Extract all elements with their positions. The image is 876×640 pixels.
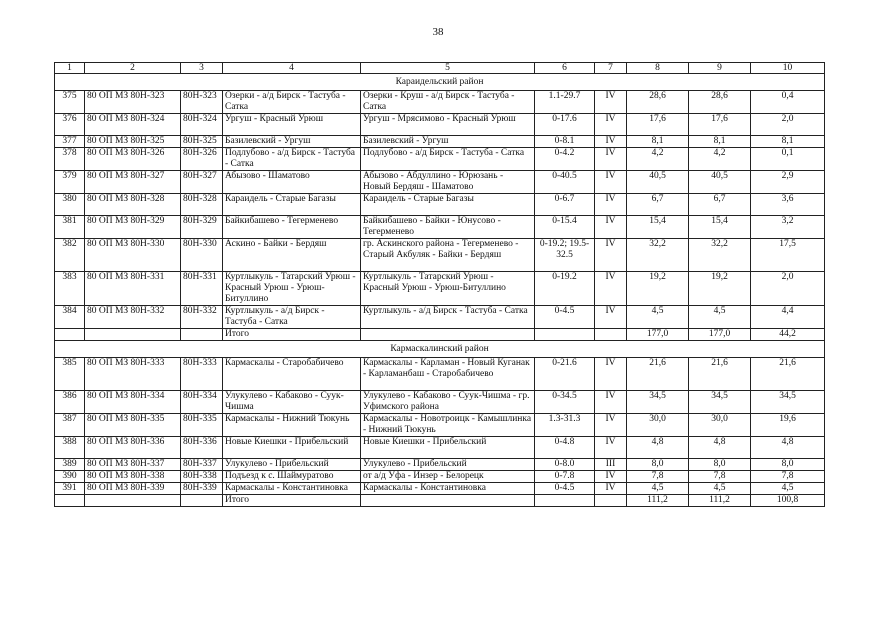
total-length-regional: 177,0	[689, 329, 751, 341]
column-header-1: 1	[55, 63, 85, 74]
km-range: 0-4.5	[535, 483, 595, 495]
length-total: 34,5	[627, 391, 689, 414]
road-code: 80Н-331	[181, 272, 223, 306]
total-length-regional: 111,2	[689, 495, 751, 507]
length-regional: 17,6	[689, 114, 751, 136]
road-name: Караидель - Старые Багазы	[223, 194, 361, 216]
km-range: 0-21.6	[535, 358, 595, 391]
length-regional: 6,7	[689, 194, 751, 216]
road-code: 80Н-329	[181, 216, 223, 239]
row-number: 380	[55, 194, 85, 216]
road-category: IV	[595, 272, 627, 306]
length-regional: 34,5	[689, 391, 751, 414]
road-name: Кармаскалы - Нижний Тюкунь	[223, 414, 361, 437]
route-description: Новые Киешки - Прибельский	[361, 437, 535, 459]
table-row	[55, 136, 825, 148]
row-number: 391	[55, 483, 85, 495]
road-name: Улукулево - Прибельский	[223, 459, 361, 471]
row-number: 378	[55, 148, 85, 171]
road-category: IV	[595, 216, 627, 239]
road-code: 80Н-335	[181, 414, 223, 437]
table-row	[55, 91, 825, 114]
km-range: 0-4.2	[535, 148, 595, 171]
km-range: 0-6.7	[535, 194, 595, 216]
district-section-title	[55, 341, 825, 358]
length-hard-surface: 17,5	[751, 239, 825, 272]
road-category: IV	[595, 239, 627, 272]
column-header-10: 10	[751, 63, 825, 74]
table-row	[55, 114, 825, 136]
length-total: 4,5	[627, 483, 689, 495]
road-id: 80 ОП МЗ 80Н-337	[85, 459, 181, 471]
row-number: 377	[55, 136, 85, 148]
road-category: IV	[595, 358, 627, 391]
route-description: Куртлыкуль - Татарский Урюш - Красный Урюш - Урюш-Битуллино	[361, 272, 535, 306]
table-row	[55, 391, 825, 414]
length-total: 7,8	[627, 471, 689, 483]
route-description: Улукулево - Кабаково - Суук-Чишма - гр. Уфимского района	[361, 391, 535, 414]
roads-table	[54, 62, 825, 507]
road-category: IV	[595, 136, 627, 148]
km-range: 0-17.6	[535, 114, 595, 136]
road-id: 80 ОП МЗ 80Н-335	[85, 414, 181, 437]
column-header-2: 2	[85, 63, 181, 74]
length-regional: 4,5	[689, 483, 751, 495]
route-description: Куртлыкуль - а/д Бирск - Тастуба - Сатка	[361, 306, 535, 329]
column-header-4: 4	[223, 63, 361, 74]
road-code: 80Н-337	[181, 459, 223, 471]
table-row	[55, 358, 825, 391]
table-row	[55, 459, 825, 471]
empty-cell	[361, 329, 535, 341]
km-range: 0-19.2	[535, 272, 595, 306]
length-total: 19,2	[627, 272, 689, 306]
district-name: Кармаскалинский район	[55, 341, 825, 358]
table-row	[55, 272, 825, 306]
km-range: 0-34.5	[535, 391, 595, 414]
empty-cell	[181, 329, 223, 341]
road-category: III	[595, 459, 627, 471]
road-category: IV	[595, 414, 627, 437]
length-hard-surface: 21,6	[751, 358, 825, 391]
road-id: 80 ОП МЗ 80Н-339	[85, 483, 181, 495]
length-total: 8,1	[627, 136, 689, 148]
length-regional: 28,6	[689, 91, 751, 114]
road-code: 80Н-334	[181, 391, 223, 414]
route-description: Озерки - Круш - а/д Бирск - Тастуба - Сатка	[361, 91, 535, 114]
row-number: 387	[55, 414, 85, 437]
road-id: 80 ОП МЗ 80Н-333	[85, 358, 181, 391]
length-total: 4,5	[627, 306, 689, 329]
total-label: Итого	[223, 329, 361, 341]
length-hard-surface: 0,4	[751, 91, 825, 114]
row-number: 383	[55, 272, 85, 306]
road-name: Куртлыкуль - Татарский Урюш - Красный Урюш - Урюш-Битуллино	[223, 272, 361, 306]
route-description: Кармаскалы - Карламан - Новый Куганак - Карламанбаш - Старобабичево	[361, 358, 535, 391]
road-name: Байкибашево - Тегерменево	[223, 216, 361, 239]
empty-cell	[535, 495, 595, 507]
route-description: Кармаскалы - Константиновка	[361, 483, 535, 495]
length-total: 6,7	[627, 194, 689, 216]
route-description: гр. Аскинского района - Тегерменево - Старый Акбуляк - Байки - Бердяш	[361, 239, 535, 272]
row-number: 386	[55, 391, 85, 414]
road-name: Подъезд к с. Шаймуратово	[223, 471, 361, 483]
total-row	[55, 329, 825, 341]
empty-cell	[181, 495, 223, 507]
route-description: Кармаскалы - Новотроицк - Камышлинка - Нижний Тюкунь	[361, 414, 535, 437]
road-code: 80Н-326	[181, 148, 223, 171]
road-code: 80Н-332	[181, 306, 223, 329]
length-hard-surface: 8,0	[751, 459, 825, 471]
road-code: 80Н-336	[181, 437, 223, 459]
length-total: 40,5	[627, 171, 689, 194]
row-number: 375	[55, 91, 85, 114]
road-code: 80Н-327	[181, 171, 223, 194]
route-description: Ургуш - Мрясимово - Красный Урюш	[361, 114, 535, 136]
road-code: 80Н-323	[181, 91, 223, 114]
length-regional: 21,6	[689, 358, 751, 391]
row-number: 390	[55, 471, 85, 483]
road-id: 80 ОП МЗ 80Н-338	[85, 471, 181, 483]
total-row	[55, 495, 825, 507]
road-name: Озерки - а/д Бирск - Тастуба - Сатка	[223, 91, 361, 114]
column-header-9: 9	[689, 63, 751, 74]
total-label: Итого	[223, 495, 361, 507]
length-regional: 30,0	[689, 414, 751, 437]
length-total: 32,2	[627, 239, 689, 272]
km-range: 0-40.5	[535, 171, 595, 194]
row-number: 376	[55, 114, 85, 136]
empty-cell	[85, 329, 181, 341]
road-category: IV	[595, 483, 627, 495]
length-total: 4,8	[627, 437, 689, 459]
road-code: 80Н-330	[181, 239, 223, 272]
length-regional: 32,2	[689, 239, 751, 272]
length-hard-surface: 2,9	[751, 171, 825, 194]
road-category: IV	[595, 194, 627, 216]
road-id: 80 ОП МЗ 80Н-325	[85, 136, 181, 148]
total-length-hard-surface: 44,2	[751, 329, 825, 341]
row-number: 385	[55, 358, 85, 391]
length-hard-surface: 4,8	[751, 437, 825, 459]
length-total: 17,6	[627, 114, 689, 136]
road-code: 80Н-328	[181, 194, 223, 216]
row-number: 388	[55, 437, 85, 459]
table-row	[55, 437, 825, 459]
road-id: 80 ОП МЗ 80Н-329	[85, 216, 181, 239]
length-regional: 4,2	[689, 148, 751, 171]
length-total: 30,0	[627, 414, 689, 437]
route-description: Подлубово - а/д Бирск - Тастуба - Сатка	[361, 148, 535, 171]
length-hard-surface: 3,6	[751, 194, 825, 216]
table-row	[55, 239, 825, 272]
total-length-total: 177,0	[627, 329, 689, 341]
length-hard-surface: 4,5	[751, 483, 825, 495]
length-hard-surface: 7,8	[751, 471, 825, 483]
length-regional: 19,2	[689, 272, 751, 306]
table-row	[55, 194, 825, 216]
length-hard-surface: 19,6	[751, 414, 825, 437]
road-id: 80 ОП МЗ 80Н-332	[85, 306, 181, 329]
table-row	[55, 414, 825, 437]
road-name: Ургуш - Красный Урюш	[223, 114, 361, 136]
row-number: 382	[55, 239, 85, 272]
road-category: IV	[595, 148, 627, 171]
row-number: 381	[55, 216, 85, 239]
route-description: Улукулево - Прибельский	[361, 459, 535, 471]
empty-cell	[55, 495, 85, 507]
empty-cell	[535, 329, 595, 341]
road-name: Улукулево - Кабаково - Суук-Чишма	[223, 391, 361, 414]
column-number-header	[55, 63, 825, 74]
table-row	[55, 306, 825, 329]
total-length-total: 111,2	[627, 495, 689, 507]
km-range: 0-8.1	[535, 136, 595, 148]
length-total: 15,4	[627, 216, 689, 239]
km-range: 0-15.4	[535, 216, 595, 239]
road-id: 80 ОП МЗ 80Н-327	[85, 171, 181, 194]
road-name: Подлубово - а/д Бирск - Тастуба - Сатка	[223, 148, 361, 171]
page-number: 38	[432, 26, 444, 38]
empty-cell	[595, 329, 627, 341]
row-number: 389	[55, 459, 85, 471]
road-name: Базилевский - Ургуш	[223, 136, 361, 148]
length-total: 28,6	[627, 91, 689, 114]
length-total: 8,0	[627, 459, 689, 471]
road-id: 80 ОП МЗ 80Н-328	[85, 194, 181, 216]
row-number: 379	[55, 171, 85, 194]
road-id: 80 ОП МЗ 80Н-336	[85, 437, 181, 459]
road-id: 80 ОП МЗ 80Н-334	[85, 391, 181, 414]
route-description: Караидель - Старые Багазы	[361, 194, 535, 216]
column-header-7: 7	[595, 63, 627, 74]
road-code: 80Н-338	[181, 471, 223, 483]
length-hard-surface: 34,5	[751, 391, 825, 414]
road-category: IV	[595, 171, 627, 194]
road-id: 80 ОП МЗ 80Н-324	[85, 114, 181, 136]
road-code: 80Н-333	[181, 358, 223, 391]
length-hard-surface: 0,1	[751, 148, 825, 171]
length-hard-surface: 3,2	[751, 216, 825, 239]
district-name: Караидельский район	[55, 74, 825, 91]
empty-cell	[595, 495, 627, 507]
road-category: IV	[595, 306, 627, 329]
length-regional: 8,1	[689, 136, 751, 148]
length-total: 4,2	[627, 148, 689, 171]
km-range: 1.1-29.7	[535, 91, 595, 114]
length-hard-surface: 2,0	[751, 114, 825, 136]
road-category: IV	[595, 471, 627, 483]
km-range: 0-7.8	[535, 471, 595, 483]
table-row	[55, 171, 825, 194]
road-code: 80Н-339	[181, 483, 223, 495]
road-category: IV	[595, 391, 627, 414]
road-name: Аскино - Байки - Бердяш	[223, 239, 361, 272]
column-header-3: 3	[181, 63, 223, 74]
road-id: 80 ОП МЗ 80Н-326	[85, 148, 181, 171]
road-name: Кармаскалы - Константиновка	[223, 483, 361, 495]
length-total: 21,6	[627, 358, 689, 391]
road-code: 80Н-325	[181, 136, 223, 148]
length-regional: 40,5	[689, 171, 751, 194]
table-row	[55, 483, 825, 495]
road-name: Новые Киешки - Прибельский	[223, 437, 361, 459]
column-header-8: 8	[627, 63, 689, 74]
empty-cell	[361, 495, 535, 507]
road-category: IV	[595, 437, 627, 459]
table-row	[55, 216, 825, 239]
km-range: 1.3-31.3	[535, 414, 595, 437]
route-description: Байкибашево - Байки - Юнусово - Тегерменево	[361, 216, 535, 239]
length-regional: 4,5	[689, 306, 751, 329]
length-hard-surface: 2,0	[751, 272, 825, 306]
road-name: Кармаскалы - Старобабичево	[223, 358, 361, 391]
km-range: 0-8.0	[535, 459, 595, 471]
route-description: Базилевский - Ургуш	[361, 136, 535, 148]
length-regional: 7,8	[689, 471, 751, 483]
district-section-title	[55, 74, 825, 91]
length-hard-surface: 8,1	[751, 136, 825, 148]
column-header-6: 6	[535, 63, 595, 74]
road-name: Куртлыкуль - а/д Бирск - Тастуба - Сатка	[223, 306, 361, 329]
route-description: от а/д Уфа - Инзер - Белорецк	[361, 471, 535, 483]
km-range: 0-4.5	[535, 306, 595, 329]
column-header-5: 5	[361, 63, 535, 74]
empty-cell	[85, 495, 181, 507]
route-description: Абызово - Абдуллино - Юрюзань - Новый Бердяш - Шаматово	[361, 171, 535, 194]
length-regional: 4,8	[689, 437, 751, 459]
km-range: 0-4.8	[535, 437, 595, 459]
table-row	[55, 471, 825, 483]
km-range: 0-19.2; 19.5-32.5	[535, 239, 595, 272]
road-id: 80 ОП МЗ 80Н-323	[85, 91, 181, 114]
road-code: 80Н-324	[181, 114, 223, 136]
road-category: IV	[595, 114, 627, 136]
road-id: 80 ОП МЗ 80Н-330	[85, 239, 181, 272]
total-length-hard-surface: 100,8	[751, 495, 825, 507]
row-number: 384	[55, 306, 85, 329]
road-name: Абызово - Шаматово	[223, 171, 361, 194]
road-category: IV	[595, 91, 627, 114]
table-row	[55, 148, 825, 171]
road-id: 80 ОП МЗ 80Н-331	[85, 272, 181, 306]
length-regional: 15,4	[689, 216, 751, 239]
length-regional: 8,0	[689, 459, 751, 471]
length-hard-surface: 4,4	[751, 306, 825, 329]
empty-cell	[55, 329, 85, 341]
